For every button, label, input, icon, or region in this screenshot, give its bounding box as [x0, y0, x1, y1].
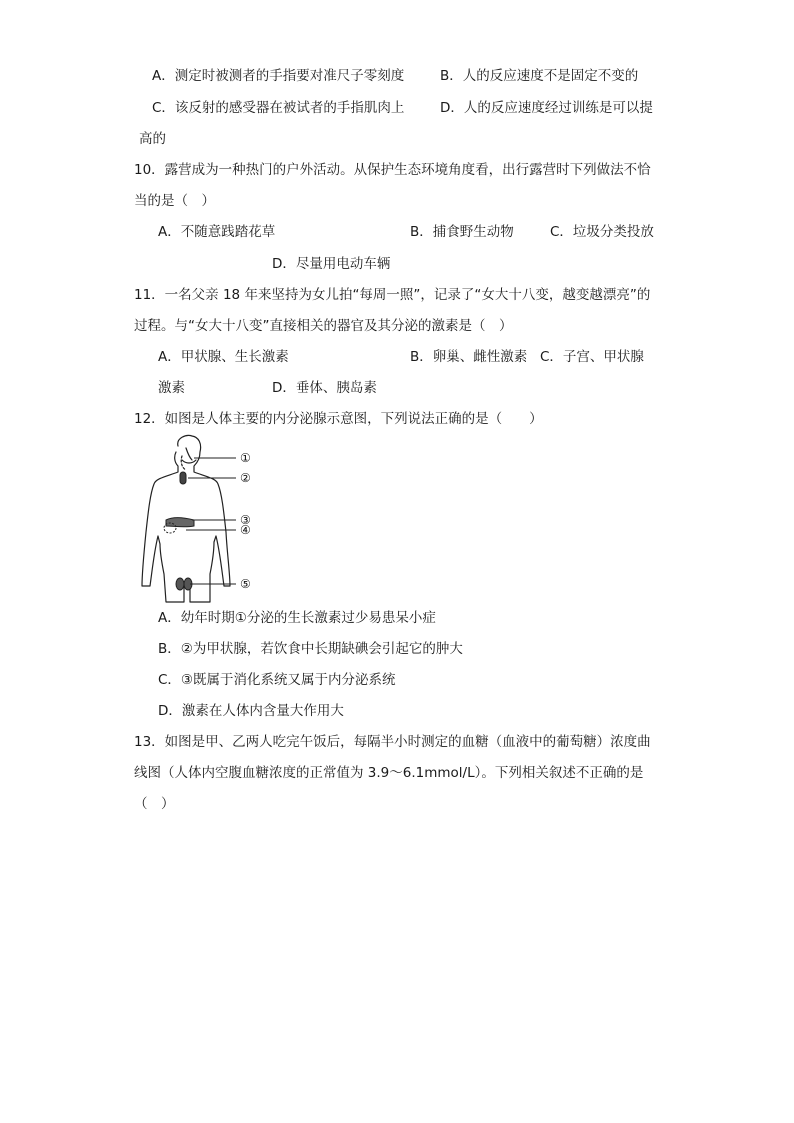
pancreas-gland — [166, 518, 194, 527]
marker-4: ④ — [240, 523, 251, 537]
q13-stem: 13．如图是甲、乙两人吃完午饭后，每隔半小时测定的血糖（血液中的葡萄糖）浓度曲 — [134, 734, 651, 750]
q10-option-b: B．捕食野生动物 — [410, 224, 514, 240]
q11-option-c: C．子宫、甲状腺 — [540, 349, 644, 365]
q10-option-a: A．不随意践踏花草 — [158, 224, 276, 240]
q9-option-d-continued: 高的 — [139, 131, 166, 147]
marker-1: ① — [240, 451, 251, 465]
q9-option-a: A．测定时被测者的手指要对准尺子零刻度 — [152, 68, 405, 84]
q11-option-c-continued: 激素 — [158, 380, 185, 396]
marker-2: ② — [240, 471, 251, 485]
marker-3: ③ — [240, 513, 251, 527]
q11-option-a: A．甲状腺、生长激素 — [158, 349, 289, 365]
q11-option-d: D．垂体、胰岛素 — [272, 380, 377, 396]
thyroid-gland — [180, 472, 186, 484]
q9-option-b: B．人的反应速度不是固定不变的 — [440, 68, 639, 84]
q12-option-a: A．幼年时期①分泌的生长激素过少易患呆小症 — [158, 610, 436, 626]
q11-stem: 11．一名父亲 18 年来坚持为女儿拍“每周一照”，记录了“女大十八变，越变越漂亮”的 — [134, 287, 651, 303]
endocrine-gland-diagram — [126, 434, 266, 604]
q9-option-d: D．人的反应速度经过训练是可以提 — [440, 100, 653, 116]
marker-5: ⑤ — [240, 577, 251, 591]
q12-option-c: C．③既属于消化系统又属于内分泌系统 — [158, 672, 396, 688]
q12-stem: 12．如图是人体主要的内分泌腺示意图，下列说法正确的是（ ） — [134, 411, 543, 427]
q12-option-b: B．②为甲状腺，若饮食中长期缺碘会引起它的肿大 — [158, 641, 463, 657]
q10-option-d: D．尽量用电动车辆 — [272, 256, 391, 272]
q10-stem-continued: 当的是（ ） — [134, 193, 215, 209]
q10-option-c: C．垃圾分类投放 — [550, 224, 654, 240]
gonad-left — [176, 578, 184, 590]
q11-option-b: B．卵巢、雌性激素 — [410, 349, 528, 365]
pituitary-dashes — [181, 456, 186, 470]
q13-stem-continued: 线图（人体内空腹血糖浓度的正常值为 3.9～6.1mmol/L）。下列相关叙述不正确的是 — [134, 765, 644, 781]
q9-option-c: C．该反射的感受器在被试者的手指肌肉上 — [152, 100, 405, 116]
q12-option-d: D．激素在人体内含量大作用大 — [158, 703, 344, 719]
face-detail — [182, 448, 196, 463]
q11-stem-continued: 过程。与“女大十八变”直接相关的器官及其分泌的激素是（ ） — [134, 318, 513, 334]
q13-stem-continued-2: （ ） — [134, 796, 175, 812]
q10-stem: 10．露营成为一种热门的户外活动。从保护生态环境角度看，出行露营时下列做法不恰 — [134, 162, 651, 178]
